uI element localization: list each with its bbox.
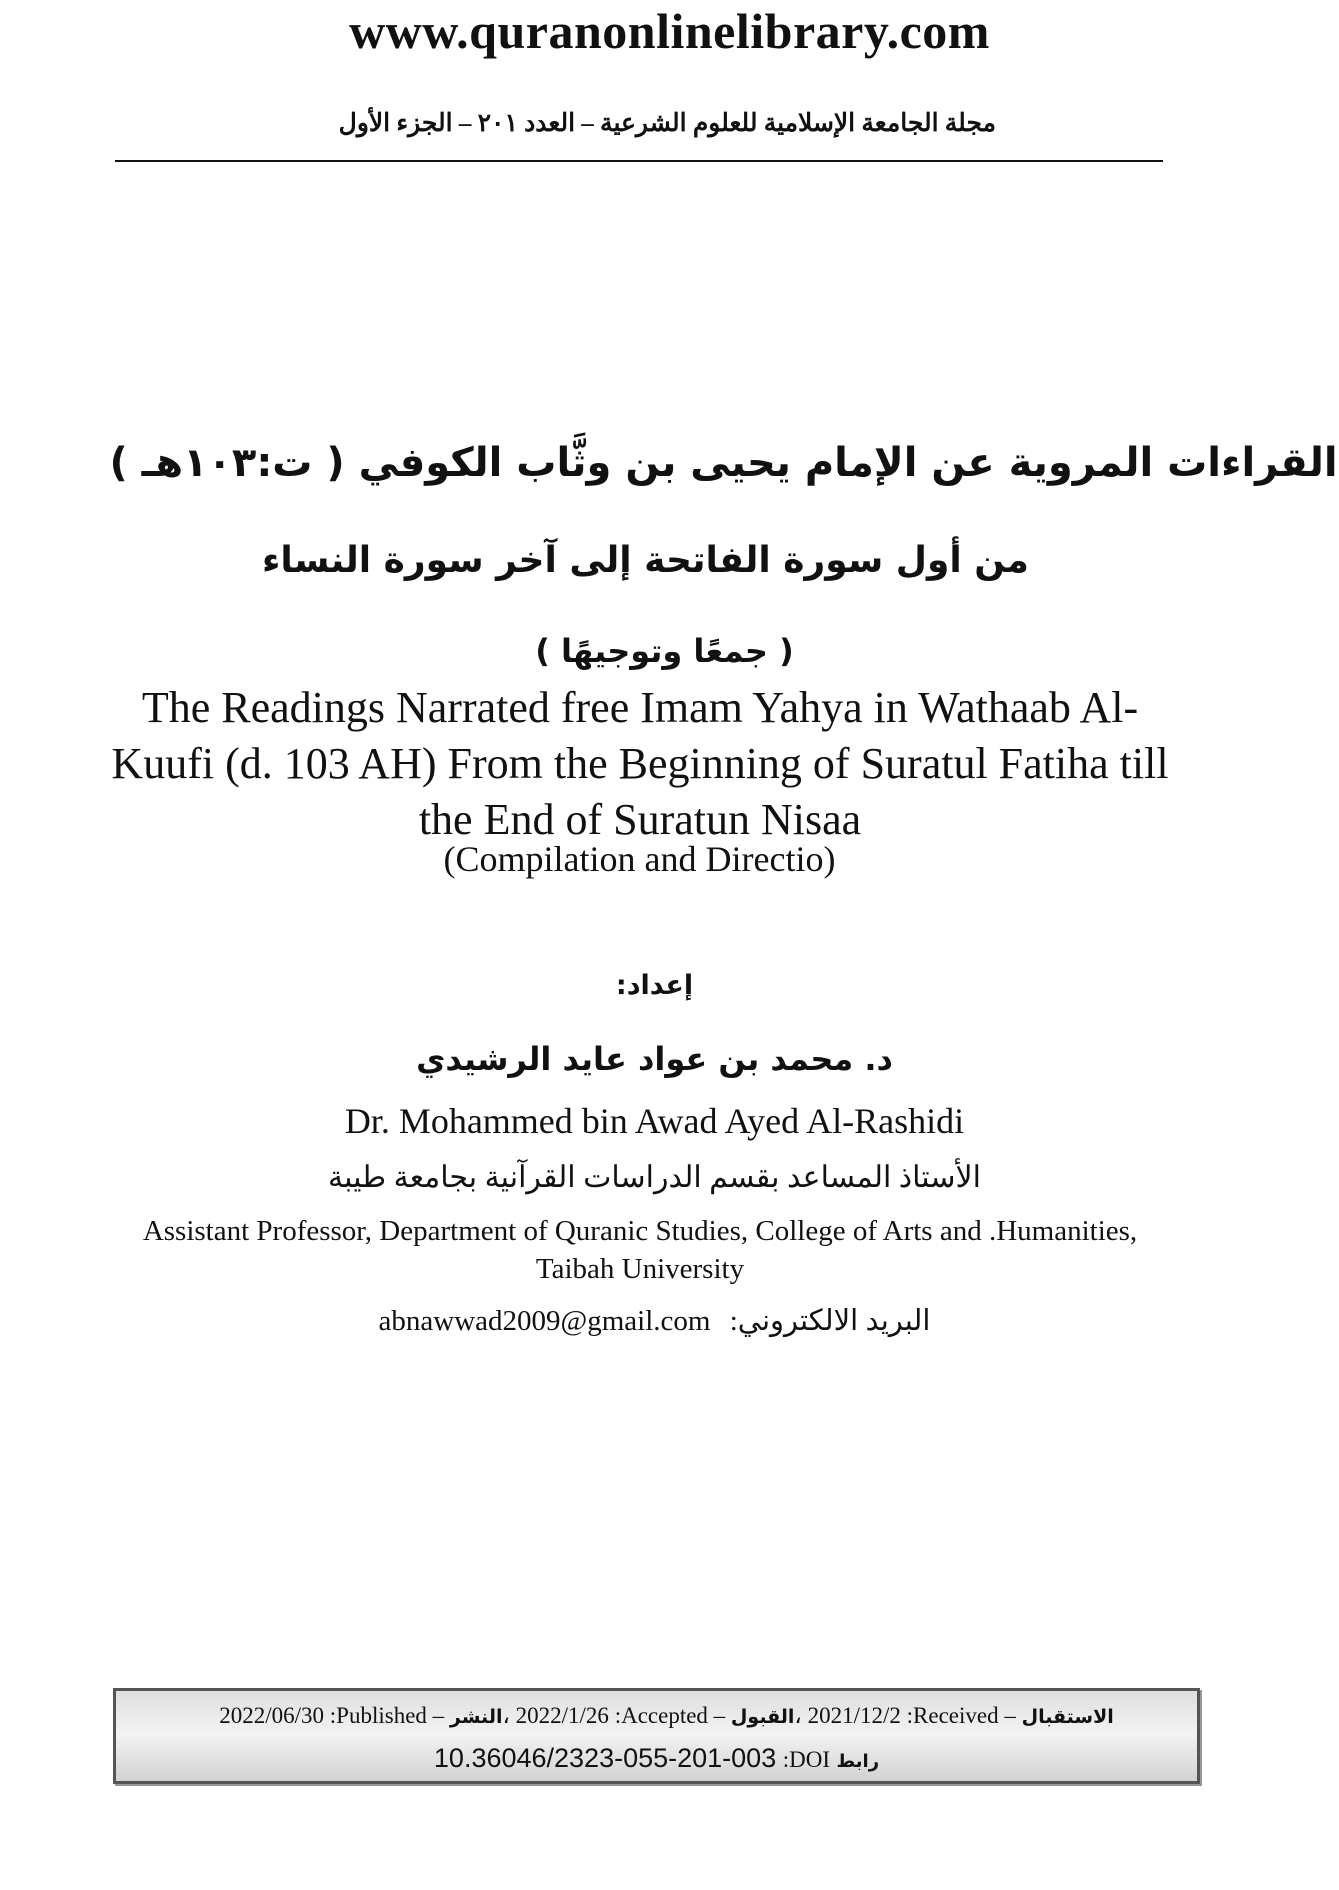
received-date: 2021/12/2	[807, 1703, 901, 1728]
doi-label-arabic: رابط	[836, 1751, 880, 1772]
arabic-title-line-3: ( جمعًا وتوجيهًا )	[535, 632, 794, 670]
accepted-date: 2022/1/26	[515, 1703, 609, 1728]
arabic-title-line-1: القراءات المروية عن الإمام يحيى بن وثَّاب الكوفي ( ت:١٠٣هـ )	[109, 440, 1338, 486]
publication-info-box	[113, 1688, 1200, 1784]
published-label-arabic: النشر	[449, 1706, 503, 1728]
email-label: البريد الالكتروني:	[729, 1305, 931, 1337]
site-url: www.quranonlinelibrary.com	[349, 3, 990, 59]
doi-value[interactable]: 10.36046/2323-055-201-003	[433, 1743, 777, 1773]
header-divider	[115, 160, 1163, 162]
author-position-arabic: الأستاذ المساعد بقسم الدراسات القرآنية بجامعة طيبة	[328, 1161, 981, 1194]
doi-label: :DOI	[782, 1747, 830, 1772]
running-header: مجلة الجامعة الإسلامية للعلوم الشرعية – العدد ٢٠١ – الجزء الأول	[338, 110, 996, 137]
received-label-arabic: الاستقبال	[1021, 1706, 1114, 1728]
email-line	[0, 1303, 1339, 1338]
author-name-arabic: د. محمد بن عواد عايد الرشيدي	[416, 1040, 893, 1078]
accepted-label: :Accepted –	[614, 1703, 726, 1728]
email-address[interactable]: abnawwad2009@gmail.com	[378, 1305, 711, 1337]
prepared-by-label: إعداد:	[615, 970, 694, 1001]
published-label: :Published –	[329, 1703, 445, 1728]
publication-dates: 2022/06/30 :Published – النشر، 2022/1/26 :Accepted – القبول، 2021/12/2 :Received – الاستقبال	[219, 1703, 1114, 1728]
author-position-english: Assistant Professor, Department of Quranic Studies, College of Arts and .Humanities, Taibah University	[142, 1215, 1138, 1285]
english-subtitle: (Compilation and Directio)	[443, 839, 836, 879]
published-date: 2022/06/30	[219, 1703, 325, 1728]
english-title: The Readings Narrated free Imam Yahya in Wathaab Al-Kuufi (d. 103 AH) From the Beginning of Suratul Fatiha till the End of Suratun Nisaa	[111, 683, 1169, 844]
received-label: :Received –	[906, 1703, 1016, 1728]
author-name-english: Dr. Mohammed bin Awad Ayed Al-Rashidi	[344, 1101, 965, 1141]
accepted-label-arabic: القبول	[730, 1706, 795, 1728]
arabic-title-line-2: من أول سورة الفاتحة إلى آخر سورة النساء	[262, 540, 1029, 581]
doi-line	[116, 1743, 1197, 1774]
